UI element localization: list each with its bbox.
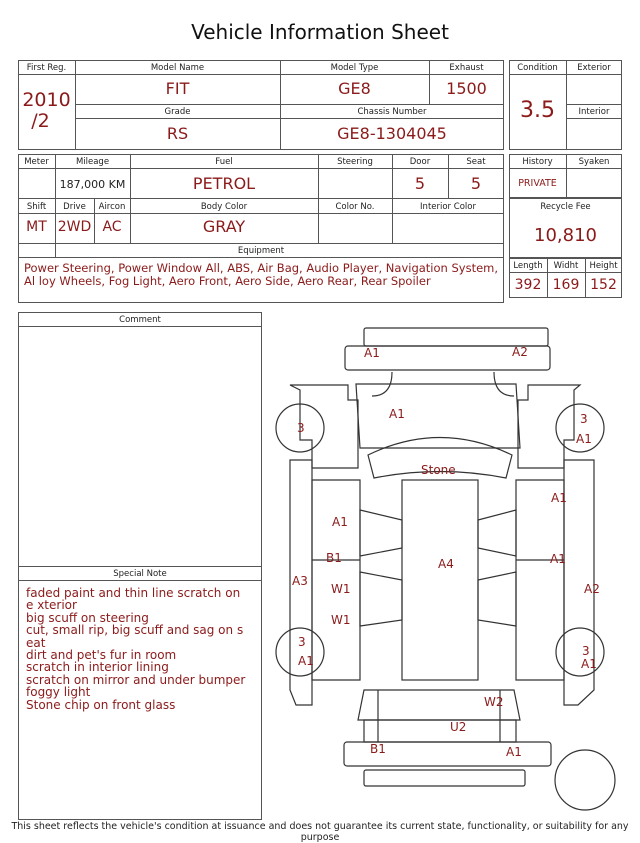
dmg-front-bumper-right: A2 (512, 345, 528, 359)
drive-value: 2WD (57, 219, 92, 235)
dmg-rear-bumper-left: B1 (370, 742, 386, 756)
grade-value: RS (166, 124, 189, 143)
dmg-rear-door-left-1: W1 (331, 582, 351, 596)
first-reg-month: /2 (31, 110, 50, 132)
disclaimer-footer: This sheet reflects the vehicle's condition at issuance and does not guarantee its current state, functionality, or suitability for any purpose (11, 821, 629, 843)
drive-label: Drive (63, 202, 86, 212)
interior-label: Interior (578, 107, 610, 117)
dmg-windshield: Stone (421, 463, 456, 477)
dmg-front-bumper-left: A1 (364, 346, 380, 360)
dmg-hood: A1 (389, 407, 405, 421)
spare-tire (555, 750, 615, 810)
seat-label: Seat (466, 157, 486, 167)
equipment-list: Power Steering, Power Window All, ABS, Air Bag, Audio Player, Navigation System, Al loy Wheels, Fog Light, Aero Front, Aero Side, Aero Rear, Rear Spoiler (24, 261, 499, 288)
chassis-number-value: GE8-1304045 (337, 124, 447, 143)
fuel-label: Fuel (215, 157, 233, 167)
dmg-wheel-rear-left-num: 3 (298, 635, 306, 649)
dmg-rear-door-left-2: W1 (331, 613, 351, 627)
body-color-label: Body Color (200, 202, 248, 212)
width-value: 169 (552, 277, 580, 293)
syaken-label: Syaken (578, 157, 610, 167)
special-note-list (26, 587, 246, 711)
exhaust-value: 1500 (446, 79, 487, 98)
dmg-front-door-right: A1 (550, 552, 566, 566)
history-label: History (522, 157, 553, 167)
length-value: 392 (514, 277, 542, 293)
model-name-value: FIT (165, 79, 190, 98)
chassis-number-label: Chassis Number (357, 107, 427, 117)
special-note-item: scratch in interior lining (26, 660, 169, 675)
dmg-wheel-front-left: 3 (297, 421, 305, 435)
condition-label: Condition (517, 63, 558, 73)
dmg-fender-front-right: A1 (551, 491, 567, 505)
mileage-value: 187,000 KM (59, 178, 126, 191)
height-value: 152 (590, 277, 617, 293)
hood-part (356, 384, 520, 448)
equipment-label: Equipment (237, 246, 285, 256)
comment-label: Comment (119, 315, 161, 325)
front-bumper-part (364, 328, 548, 346)
height-label: Height (589, 261, 618, 271)
recycle-fee-value: 10,810 (534, 225, 597, 246)
body-color-value: GRAY (202, 217, 246, 236)
meter-label: Meter (24, 157, 49, 167)
dmg-wheel-rear-right-code: A1 (581, 657, 597, 671)
first-reg-year: 2010 (22, 89, 71, 111)
door-label: Door (409, 157, 431, 167)
dmg-wheel-front-right-num: 3 (580, 412, 588, 426)
special-note-item: scratch on mirror and under bumper (26, 672, 246, 687)
shift-value: MT (26, 219, 47, 235)
model-type-value: GE8 (338, 79, 371, 98)
interior-color-label: Interior Color (420, 202, 476, 212)
special-note-label: Special Note (113, 569, 167, 579)
dmg-front-door-left: A1 (332, 515, 348, 529)
dmg-wheel-rear-right-num: 3 (582, 644, 590, 658)
condition-grade: 3.5 (520, 98, 555, 123)
special-note-item: faded paint and thin line scratch on e xterior (26, 586, 241, 613)
roof-part (402, 480, 478, 680)
dmg-roof: A4 (438, 557, 454, 571)
dmg-wheel-front-right-code: A1 (576, 432, 592, 446)
special-note-item: dirt and pet's fur in room (26, 648, 177, 663)
exterior-label: Exterior (577, 63, 611, 73)
first-reg-label: First Reg. (26, 63, 67, 73)
exhaust-label: Exhaust (449, 63, 484, 73)
recycle-fee-label: Recycle Fee (540, 202, 591, 212)
aircon-label: Aircon (98, 202, 126, 212)
dmg-rear-door-right: A2 (584, 582, 600, 596)
special-note-item: foggy light (26, 685, 91, 700)
dmg-rear-bumper-right: A1 (506, 745, 522, 759)
dmg-rear-glass: W2 (484, 695, 504, 709)
color-no-label: Color No. (335, 202, 375, 212)
mileage-label: Mileage (75, 157, 110, 167)
width-label: Widht (553, 261, 579, 271)
page-title: Vehicle Information Sheet (191, 20, 449, 44)
special-note-item: cut, small rip, big scuff and sag on s eat (26, 623, 244, 650)
length-label: Length (513, 261, 543, 271)
history-value: PRIVATE (518, 178, 557, 189)
special-note-item: big scuff on steering (26, 610, 149, 625)
door-value: 5 (414, 174, 426, 193)
fuel-value: PETROL (192, 174, 256, 193)
dmg-wheel-rear-left-code: A1 (298, 654, 314, 668)
special-note-item: Stone chip on front glass (26, 697, 176, 712)
grade-label: Grade (164, 107, 191, 117)
car-damage-diagram (270, 320, 630, 820)
seat-value: 5 (470, 174, 482, 193)
steering-label: Steering (337, 157, 373, 167)
dmg-tailgate: U2 (450, 720, 467, 734)
shift-label: Shift (26, 202, 47, 212)
model-name-label: Model Name (150, 63, 205, 73)
dmg-sill-left: A3 (292, 574, 308, 588)
dmg-pillar-left: B1 (326, 551, 342, 565)
model-type-label: Model Type (330, 63, 379, 73)
aircon-value: AC (102, 219, 122, 235)
